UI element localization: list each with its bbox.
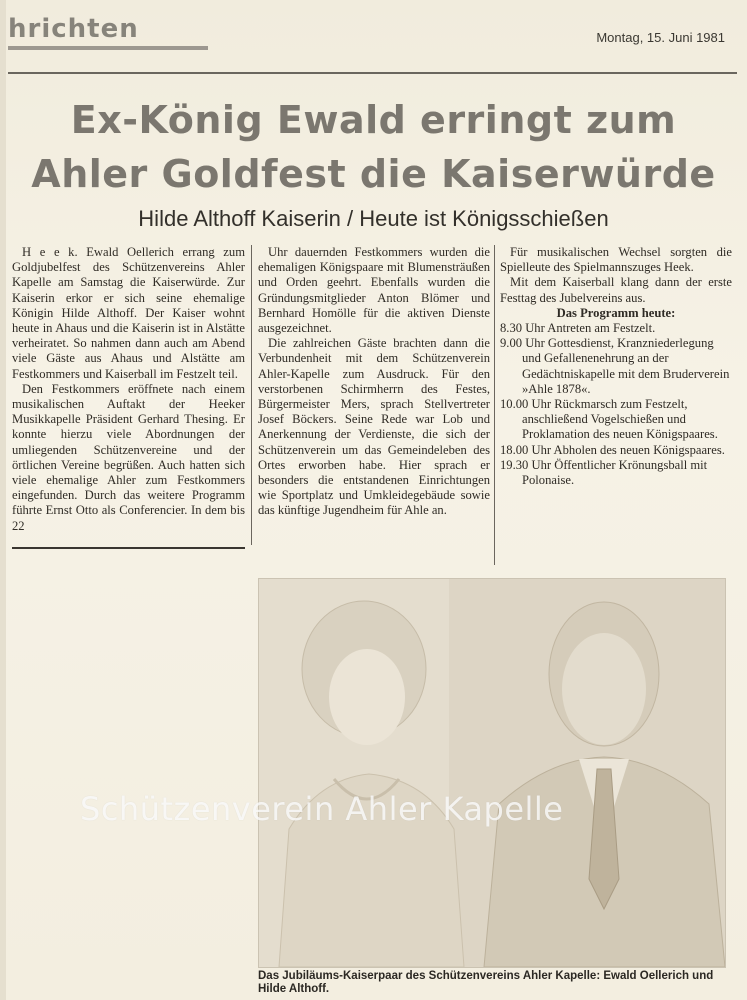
article-column-2: [258, 245, 490, 519]
paragraph: Für musikalischen Wechsel sorgten die Spielleute des Spielmannszuges Heek.: [500, 245, 732, 275]
article-column-1: [12, 245, 245, 534]
paragraph: Den Festkommers eröffnete nach einem musikalischen Auftakt der Heeker Musikkapelle Präsident Gerhard Thesing. Er konnte hierzu viele Abordnungen der umliegenden Schützenvereine und der örtlichen Vereine begrüßen. Auch hatten sich viele ehemalige Ahler zum Festkommers eingefunden. Durch das weitere Programm führte Ernst Otto als Conferencier. In dem bis 22: [12, 381, 245, 533]
photo-illustration: [259, 579, 725, 967]
subheadline: Hilde Althoff Kaiserin / Heute ist Königsschießen: [138, 206, 609, 231]
program-item: 18.00 Uhr Abholen des neuen Königspaares.: [500, 442, 725, 457]
column-divider: [251, 245, 252, 545]
article-column-3: [500, 245, 732, 488]
headline-line-2: Ahler Goldfest die Kaiserwürde: [31, 152, 716, 196]
program-title: Das Programm heute:: [556, 305, 676, 320]
couple-photo: [258, 578, 726, 968]
watermark: Schützenverein Ahler Kapelle: [80, 790, 564, 828]
paragraph: Uhr dauernden Festkommers wurden die ehemaligen Königspaare mit Blumensträußen und Orden geehrt. Ebenfalls wurden die Gründungsmitglieder Anton Blömer und Bernhard Homölle für die aktiven Dienste ausgezeichnet.: [258, 245, 490, 336]
masthead-rule: [8, 46, 208, 50]
paper-edge: [0, 0, 6, 1000]
paragraph: Die zahlreichen Gäste brachten dann die Verbundenheit mit dem Schützenverein Ahler-Kapelle zum Ausdruck. Für den verstorbenen Schirmherrn des Festes, Bürgermeister Mers, sprach Stellvertreter Josef Böckers. Seine Rede war Lob und Anerkennung der Verdienste, die sich der Schützenverein um das Gemeindeleben des Ortes erworben habe. Hier sprach er besonders die entstandenen Einrichtungen wie Sportplatz und Umkleidegebäude sowie das künftige Jugendheim für Ahle an.: [258, 336, 490, 518]
headline-line-1: Ex-König Ewald erringt zum: [70, 98, 677, 142]
photo-caption: Das Jubiläums-Kaiserpaar des Schützenvereins Ahler Kapelle: Ewald Oellerich und Hilde Althoff.: [258, 970, 714, 995]
column-divider: [494, 245, 495, 565]
issue-date: Montag, 15. Juni 1981: [596, 30, 725, 45]
column-end-rule: [12, 547, 245, 549]
program-item: 8.30 Uhr Antreten am Festzelt.: [500, 321, 656, 336]
program-item: 19.30 Uhr Öffentlicher Krönungsball mit Polonaise.: [500, 457, 708, 488]
paragraph: Mit dem Kaiserball klang dann der erste Festtag des Jubelvereins aus.: [500, 275, 732, 305]
program-item: 9.00 Uhr Gottesdienst, Kranzniederlegung und Gefallenenehrung an der Gedächtniskapelle mit dem Bruderverein »Ahle 1878«.: [500, 336, 730, 396]
masthead: hrichten: [8, 14, 139, 44]
paragraph: H e e k. Ewald Oellerich errang zum Goldjubelfest des Schützenvereins Ahler Kapelle am Samstag die Kaiserwürde. Zur Kaiserin erkor er sich seine ehemalige Königin Hilde Althoff. Der Kaiser wohnt heute in Ahaus und die Kaiserin ist in Alstätte verheiratet. So nahmen dann auch am Abend viele Gäste aus Ahaus und Alstätte am Festkommers und Kaiserball im Festzelt teil.: [12, 245, 245, 381]
header-rule: [8, 72, 737, 74]
program-item: 10.00 Uhr Rückmarsch zum Festzelt, anschließend Vogelschießen und Proklamation des neuen Königspaares.: [500, 397, 718, 442]
